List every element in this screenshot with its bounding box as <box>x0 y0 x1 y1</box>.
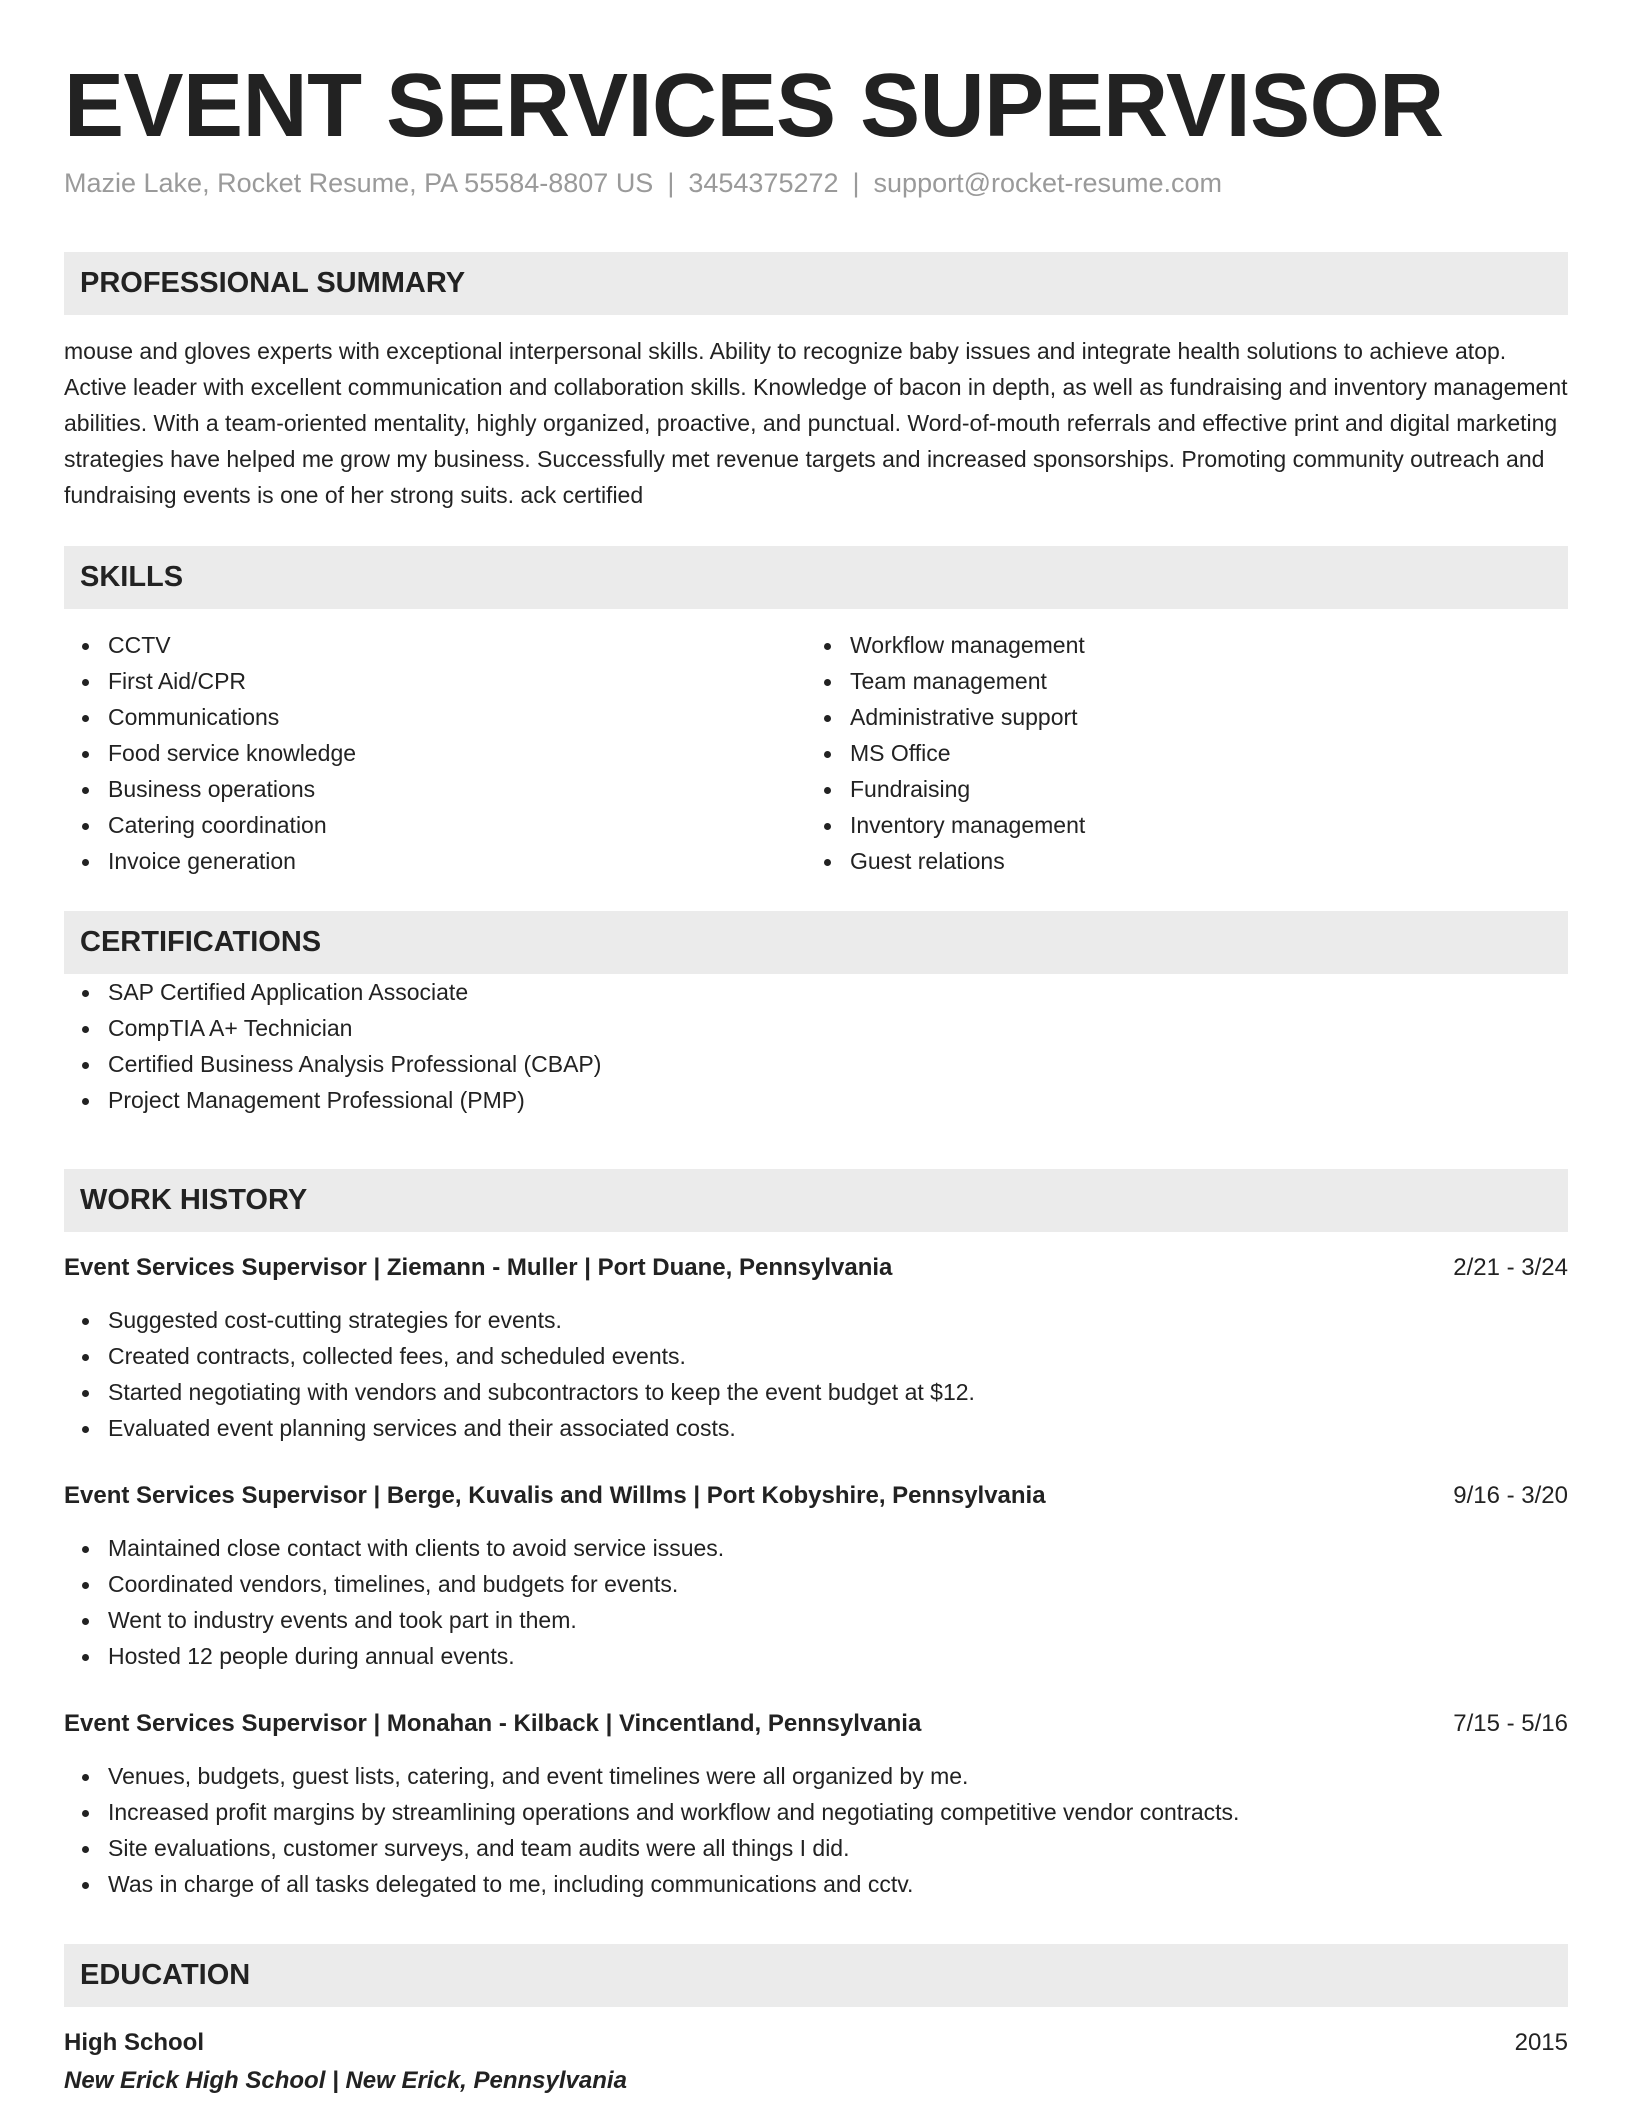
skill-item: Administrative support <box>806 699 1548 735</box>
skill-item: Catering coordination <box>64 807 806 843</box>
contact-phone: 3454375272 <box>688 168 839 198</box>
job-bullets <box>64 1758 1568 1902</box>
skill-item: Business operations <box>64 771 806 807</box>
work-history-heading: WORK HISTORY <box>64 1169 1568 1232</box>
job-entry <box>64 1250 1568 1446</box>
job-bullet: Suggested cost-cutting strategies for events. <box>64 1302 1568 1338</box>
job-dates: 7/15 - 5/16 <box>1453 1710 1568 1737</box>
skill-item: Workflow management <box>806 627 1548 663</box>
contact-separator: | <box>852 168 860 198</box>
job-entry <box>64 1706 1568 1902</box>
summary-text: mouse and gloves experts with exceptional interpersonal skills. Ability to recognize baby issues and integrate health solutions to achieve atop. Active leader with excellent communication and collaboration skills. Knowledge of bacon in depth, as well as fundraising and inventory management abilities. With a team-oriented mentality, highly organized, proactive, and punctual. Word-of-mouth referrals and effective print and digital marketing strategies have helped me grow my business. Successfully met revenue targets and increased sponsorships. Promoting community outreach and fundraising events is one of her strong suits. ack certified <box>64 338 1568 508</box>
job-bullet: Created contracts, collected fees, and scheduled events. <box>64 1338 1568 1374</box>
contact-separator: | <box>667 168 675 198</box>
skill-item: MS Office <box>806 735 1548 771</box>
certifications-heading: CERTIFICATIONS <box>64 911 1568 974</box>
certification-item: CompTIA A+ Technician <box>64 1010 1568 1046</box>
contact-address: Mazie Lake, Rocket Resume, PA 55584-8807 US <box>64 168 654 198</box>
skills-section <box>64 546 1568 879</box>
job-bullet: Increased profit margins by streamlining operations and workflow and negotiating competitive vendor contracts. <box>64 1794 1568 1830</box>
work-history-section <box>64 1169 1568 1902</box>
skill-item: Invoice generation <box>64 843 806 879</box>
summary-section <box>64 252 1568 513</box>
job-heading: Event Services Supervisor | Ziemann - Muller | Port Duane, Pennsylvania <box>64 1254 893 1281</box>
job-header <box>64 1706 1568 1742</box>
education-degree: High School <box>64 2029 204 2056</box>
skills-list-right <box>806 627 1548 879</box>
skills-heading: SKILLS <box>64 546 1568 609</box>
job-bullet: Site evaluations, customer surveys, and team audits were all things I did. <box>64 1830 1568 1866</box>
skill-item: Communications <box>64 699 806 735</box>
skill-item: Food service knowledge <box>64 735 806 771</box>
job-bullet: Started negotiating with vendors and subcontractors to keep the event budget at $12. <box>64 1374 1568 1410</box>
job-header <box>64 1478 1568 1514</box>
education-section <box>64 1944 1568 2099</box>
job-heading: Event Services Supervisor | Monahan - Kilback | Vincentland, Pennsylvania <box>64 1710 922 1737</box>
summary-heading: PROFESSIONAL SUMMARY <box>64 252 1568 315</box>
skills-columns <box>64 627 1568 879</box>
job-bullet: Went to industry events and took part in them. <box>64 1602 1568 1638</box>
education-header <box>64 2025 1568 2061</box>
skill-item: Team management <box>806 663 1548 699</box>
job-bullet: Evaluated event planning services and their associated costs. <box>64 1410 1568 1446</box>
skill-item: First Aid/CPR <box>64 663 806 699</box>
job-dates: 9/16 - 3/20 <box>1453 1482 1568 1509</box>
education-school: New Erick High School | New Erick, Pennsylvania <box>64 2067 627 2094</box>
education-year: 2015 <box>1514 2029 1568 2056</box>
job-dates: 2/21 - 3/24 <box>1453 1254 1568 1281</box>
education-heading: EDUCATION <box>64 1944 1568 2007</box>
job-bullet: Venues, budgets, guest lists, catering, and event timelines were all organized by me. <box>64 1758 1568 1794</box>
certification-item: Project Management Professional (PMP) <box>64 1082 1568 1118</box>
certification-item: Certified Business Analysis Professional (CBAP) <box>64 1046 1568 1082</box>
contact-email: support@rocket-resume.com <box>873 168 1223 198</box>
job-bullets <box>64 1530 1568 1674</box>
job-bullets <box>64 1302 1568 1446</box>
certifications-section <box>64 911 1568 1118</box>
job-heading: Event Services Supervisor | Berge, Kuvalis and Willms | Port Kobyshire, Pennsylvania <box>64 1482 1046 1509</box>
skill-item: Inventory management <box>806 807 1548 843</box>
job-bullet: Maintained close contact with clients to avoid service issues. <box>64 1530 1568 1566</box>
job-bullet: Hosted 12 people during annual events. <box>64 1638 1568 1674</box>
skills-list-left <box>64 627 806 879</box>
skill-item: Fundraising <box>806 771 1548 807</box>
job-bullet: Coordinated vendors, timelines, and budgets for events. <box>64 1566 1568 1602</box>
certification-item: SAP Certified Application Associate <box>64 974 1568 1010</box>
job-bullet: Was in charge of all tasks delegated to me, including communications and cctv. <box>64 1866 1568 1902</box>
resume-title: EVENT SERVICES SUPERVISOR <box>64 56 1444 156</box>
certifications-list <box>64 974 1568 1118</box>
skill-item: Guest relations <box>806 843 1548 879</box>
job-entry <box>64 1478 1568 1674</box>
job-header <box>64 1250 1568 1286</box>
contact-line <box>64 165 1222 201</box>
skill-item: CCTV <box>64 627 806 663</box>
